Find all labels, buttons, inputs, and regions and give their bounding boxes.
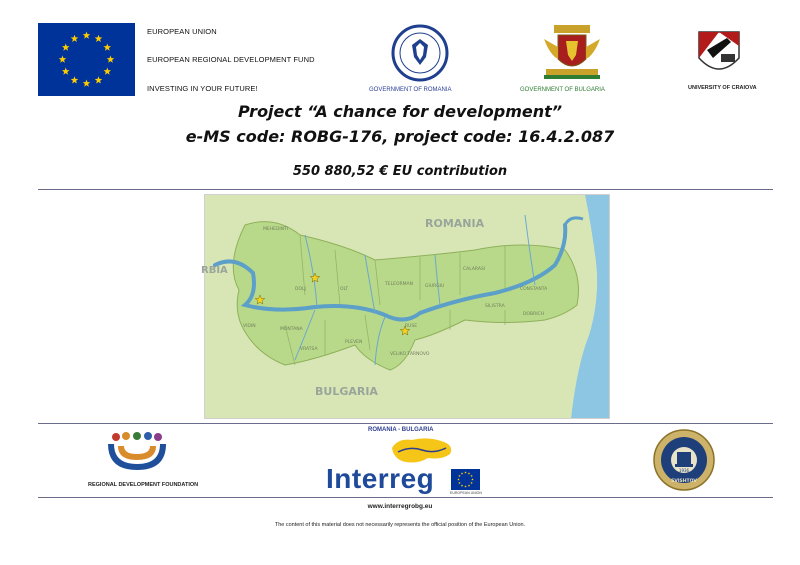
tsenov-academy-seal: [650, 428, 718, 492]
eu-line-3: INVESTING IN YOUR FUTURE!: [147, 84, 258, 93]
svg-text:1936: 1936: [678, 468, 690, 473]
craiova-caption: UNIVERSITY OF CRAIOVA: [688, 85, 757, 91]
project-codes: e-MS code: ROBG-176, project code: 16.4.2.087: [185, 127, 615, 146]
academy-seal-icon: [650, 428, 718, 492]
eu-star-icon: [457, 478, 459, 480]
eu-star-icon: [468, 484, 470, 486]
bulgaria-coat-of-arms-icon: [540, 25, 604, 81]
map-region-label: TELEORMAN: [385, 282, 413, 287]
craiova-shield-icon: [697, 28, 741, 80]
map-region-label: VRATSA: [300, 347, 318, 352]
map-region-label: RUSE: [405, 324, 418, 329]
eu-star-icon: [71, 76, 79, 83]
map-region-label: GIURGIU: [425, 284, 445, 289]
eu-star-icon: [471, 478, 473, 480]
eu-flag-logo: [38, 23, 135, 96]
eu-star-icon: [470, 482, 472, 484]
interreg-eu-flag: [451, 469, 480, 490]
map-label-serbia: RBIA: [201, 265, 228, 276]
romania-caption: GOVERNMENT OF ROMANIA: [369, 87, 452, 93]
map-label-bulgaria: BULGARIA: [315, 385, 378, 398]
eu-star-icon: [83, 80, 91, 87]
eu-star-icon: [458, 475, 460, 477]
eu-star-icon: [461, 484, 463, 486]
map-region-label: SILISTRA: [485, 304, 505, 309]
university-of-craiova-logo: [697, 28, 741, 80]
eu-star-icon: [71, 35, 79, 42]
eu-star-icon: [458, 482, 460, 484]
map-region-label: OLT: [340, 287, 349, 292]
eu-star-icon: [103, 68, 111, 75]
website-link[interactable]: www.interregrobg.eu: [367, 503, 433, 510]
map-region-label: CALARASI: [463, 267, 486, 272]
map-region-label: MONTANA: [280, 327, 303, 332]
eu-star-icon: [107, 56, 115, 63]
romania-emblem-icon: [389, 23, 451, 83]
eu-star-icon: [461, 472, 463, 474]
map-label-romania: ROMANIA: [425, 217, 485, 230]
map-region-label: MEHEDINTI: [263, 227, 289, 232]
rdf-caption: REGIONAL DEVELOPMENT FOUNDATION: [88, 482, 199, 488]
region-map: [201, 194, 610, 419]
romania-bulgaria-map: [201, 195, 609, 418]
map-region-label: VIDIN: [243, 324, 256, 329]
map-region-label: VELIKO TARNOVO: [390, 352, 430, 357]
eu-star-icon: [103, 44, 111, 51]
eu-line-1: EUROPEAN UNION: [147, 27, 217, 36]
map-region-label: CONSTANTA: [520, 287, 548, 292]
romania-government-logo: [389, 23, 451, 83]
eu-star-icon: [95, 76, 103, 83]
eu-star-icon: [95, 35, 103, 42]
divider-top: [38, 189, 773, 190]
svg-text:SVISHTOV: SVISHTOV: [671, 479, 697, 484]
eu-star-icon: [464, 471, 466, 473]
interreg-region-label: ROMANIA - BULGARIA: [368, 427, 434, 433]
map-region-label: DOBRICH: [523, 312, 545, 317]
bulgaria-government-logo: [540, 25, 604, 81]
rdf-logo: [104, 432, 170, 474]
project-title: Project “A chance for development”: [237, 102, 563, 121]
rdf-people-icon: [104, 432, 170, 474]
eu-star-icon: [464, 485, 466, 487]
divider-bottom: [38, 497, 773, 498]
disclaimer: The content of this material does not necessarily represents the official position of the European Union.: [274, 522, 526, 528]
eu-star-icon: [59, 56, 67, 63]
map-region-label: DOLJ: [295, 287, 306, 292]
interreg-eu-caption: EUROPEAN UNION: [450, 491, 482, 495]
bulgaria-caption: GOVERNMENT OF BULGARIA: [520, 87, 605, 93]
divider-middle: [38, 423, 773, 424]
eu-small-stars-icon: [451, 469, 480, 490]
eu-star-icon: [62, 44, 70, 51]
eu-star-icon: [468, 472, 470, 474]
eu-star-icon: [470, 475, 472, 477]
eu-star-icon: [62, 68, 70, 75]
interreg-wordmark: Interreg: [326, 463, 435, 494]
eu-contribution: 550 880,52 € EU contribution: [292, 164, 508, 179]
eu-star-icon: [83, 32, 91, 39]
map-region-label: PLEVEN: [345, 340, 363, 345]
eu-line-2: EUROPEAN REGIONAL DEVELOPMENT FUND: [147, 55, 315, 64]
eu-stars-icon: [38, 23, 135, 96]
